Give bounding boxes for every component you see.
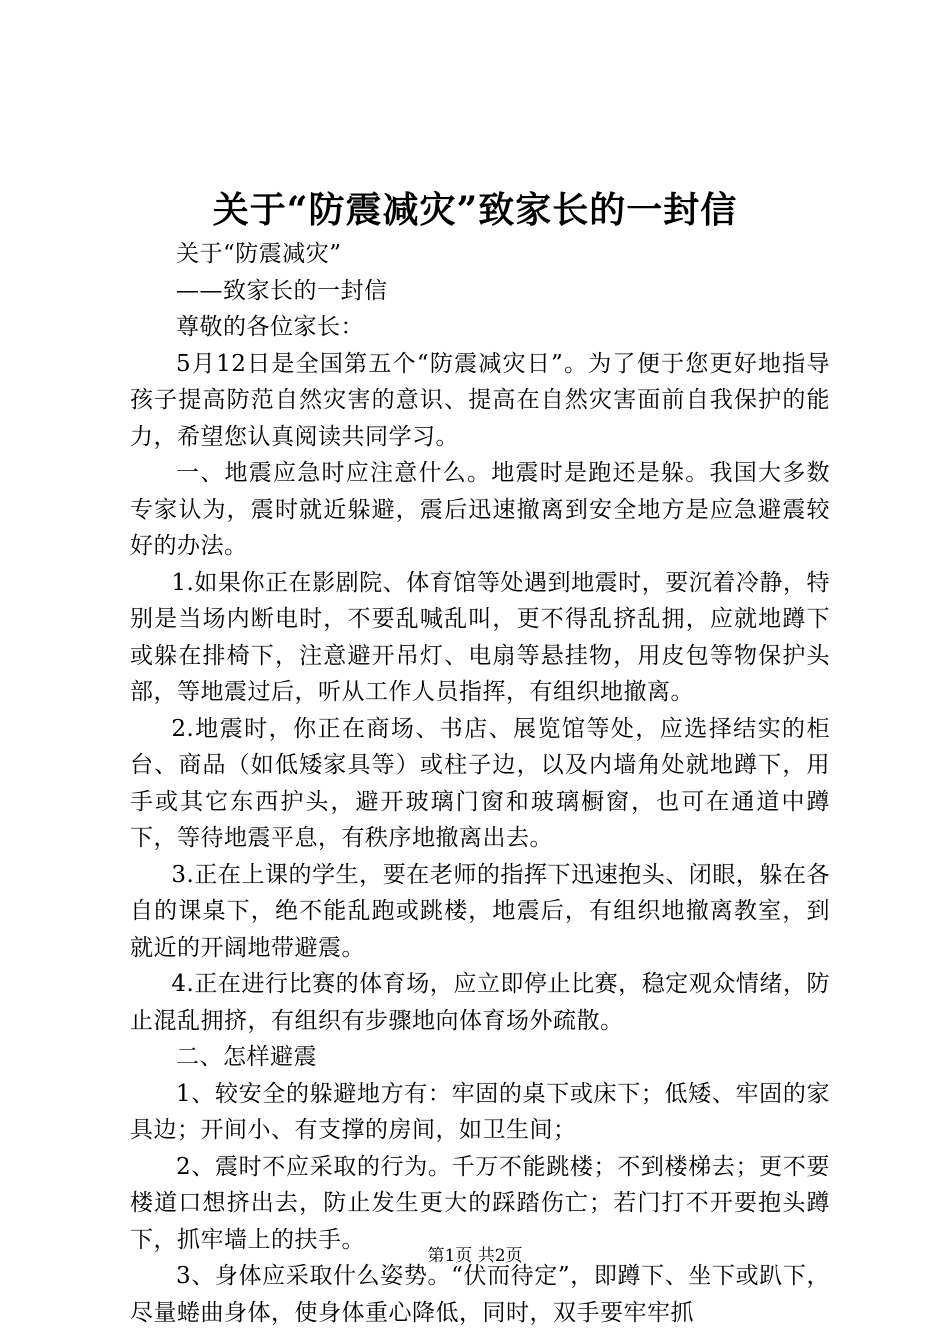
document-title: 关于“防震减灾”致家长的一封信: [212, 189, 738, 231]
page-footer: 第1页 共2页: [427, 1246, 523, 1266]
salutation: 尊敬的各位家长：: [176, 314, 364, 340]
item-4-paragraph: 4.正在进行比赛的体育场，应立即停止比赛，稳定观众情绪，防止混乱拥挤，有组织有步骤地向体育场外疏散。: [130, 971, 830, 1034]
section-two-item-1: 1、较安全的躲避地方有：牢固的桌下或床下；低矮、牢固的家具边；开间小、有支撑的房间，如卫生间；: [130, 1080, 830, 1143]
subtitle-line-1: 关于“防震减灾”: [176, 241, 342, 267]
document-body: [130, 236, 830, 1331]
section-two-heading: 二、怎样避震: [176, 1044, 317, 1070]
intro-paragraph: 5月12日是全国第五个“防震减灾日”。为了便于您更好地指导孩子提高防范自然灾害的意识、提高在自然灾害面前自我保护的能力，希望您认真阅读共同学习。: [130, 350, 830, 450]
section-two-item-2: 2、震时不应采取的行为。千万不能跳楼；不到楼梯去；更不要楼道口想挤出去，防止发生更大的踩踏伤亡；若门打不开要抱头蹲下，抓牢墙上的扶手。: [130, 1153, 830, 1253]
item-3-paragraph: 3.正在上课的学生，要在老师的指挥下迅速抱头、闭眼，躲在各自的课桌下，绝不能乱跑或跳楼，地震后，有组织地撤离教室，到就近的开阔地带避震。: [130, 861, 830, 961]
subtitle-line-2: ——致家长的一封信: [176, 277, 388, 304]
item-1-paragraph: 1.如果你正在影剧院、体育馆等处遇到地震时，要沉着冷静，特别是当场内断电时，不要乱喊乱叫，更不得乱挤乱拥，应就地蹲下或躲在排椅下，注意避开吊灯、电扇等悬挂物，用皮包等物保护头部，等地震过后，听从工作人员指挥，有组织地撤离。: [130, 569, 830, 705]
section-two-item-3: 3、身体应采取什么姿势。“伏而待定”，即蹲下、坐下或趴下，尽量蜷曲身体，使身体重心降低，同时，双手要牢牢抓: [130, 1263, 830, 1326]
section-one-heading-paragraph: 一、地震应急时应注意什么。地震时是跑还是躲。我国大多数专家认为，震时就近躲避，震后迅速撤离到安全地方是应急避震较好的办法。: [130, 460, 830, 559]
item-2-paragraph: 2.地震时，你正在商场、书店、展览馆等处，应选择结实的柜台、商品（如低矮家具等）或柱子边，以及内墙角处就地蹲下，用手或其它东西护头，避开玻璃门窗和玻璃橱窗，也可在通道中蹲下，等待地震平息，有秩序地撤离出去。: [130, 715, 830, 851]
